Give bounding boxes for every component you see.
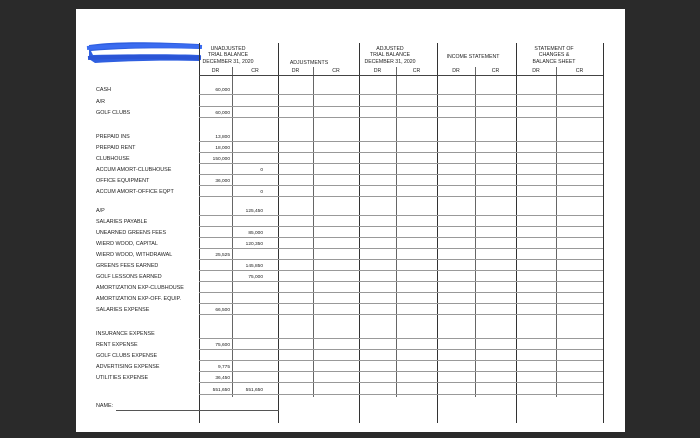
row-line: [199, 349, 603, 350]
account-label: CASH: [96, 87, 111, 93]
account-label: WIERD WOOD, CAPITAL: [96, 241, 158, 247]
account-label: GOLF LESSONS EARNED: [96, 274, 162, 280]
row-line: [199, 338, 603, 339]
unadjusted-dr-value: 18,000: [215, 146, 230, 151]
row-line: [199, 382, 603, 383]
dr-header: DR: [452, 68, 460, 74]
row-line: [199, 94, 603, 95]
dr-header: DR: [211, 68, 220, 74]
unadjusted-dr-value: 9,775: [217, 365, 230, 370]
account-label: PREPAID INS: [96, 134, 130, 140]
unadjusted-cr-value: 75,000: [248, 275, 263, 280]
row-line: [199, 270, 603, 271]
row-line: [199, 117, 603, 118]
account-label: ADVERTISING EXPENSE: [96, 364, 160, 370]
unadjusted-dr-value: 66,500: [215, 308, 230, 313]
unadjusted-dr-value: 13,800: [215, 135, 230, 140]
column-divider: [359, 43, 360, 423]
cr-header: CR: [575, 68, 584, 74]
unadjusted-cr-value: 0: [260, 190, 263, 195]
column-divider: [603, 43, 604, 423]
row-line: [199, 215, 603, 216]
header-adjustments: ADJUSTMENTS: [289, 60, 329, 66]
unadjusted-cr-value: 85,000: [248, 231, 263, 236]
unadjusted-dr-value: 25,525: [215, 253, 230, 258]
row-line: [199, 259, 603, 260]
unadjusted-cr-value: 0: [260, 168, 263, 173]
account-label: GOLF CLUBS EXPENSE: [96, 353, 158, 359]
name-line: [116, 410, 279, 411]
unadjusted-dr-value: 36,000: [215, 179, 230, 184]
cr-header: CR: [491, 68, 500, 74]
unadjusted-dr-value: 36,450: [215, 376, 230, 381]
header-unadjusted: UNADJUSTED TRIAL BALANCE DECEMBER 31, 2020: [202, 46, 254, 65]
worksheet-page: [76, 9, 625, 432]
account-label: GOLF CLUBS: [96, 110, 131, 116]
header-adjusted: ADJUSTED TRIAL BALANCE DECEMBER 31, 2020: [364, 46, 416, 65]
unadjusted-dr-value: 150,000: [212, 157, 230, 162]
unadjusted-dr-value: 60,000: [215, 111, 230, 116]
cr-header: CR: [251, 68, 259, 74]
total-dr-value: 551,650: [212, 388, 230, 393]
unadjusted-dr-value: 75,600: [215, 343, 230, 348]
account-label: ACCUM AMORT-CLUBHOUSE: [96, 167, 172, 173]
column-divider: [437, 43, 438, 423]
account-label: WIERD WOOD, WITHDRAWAL: [96, 252, 173, 258]
row-line: [199, 106, 603, 107]
row-line: [199, 196, 603, 197]
account-label: A/P: [96, 208, 105, 214]
total-cr-value: 551,650: [245, 388, 263, 393]
row-line: [199, 303, 603, 304]
row-line: [199, 237, 603, 238]
account-label: ACCUM AMORT-OFFICE EQPT: [96, 189, 174, 195]
column-divider: [516, 43, 517, 423]
header-underline: [199, 75, 603, 76]
row-line: [199, 185, 603, 186]
unadjusted-cr-value: 125,450: [245, 209, 263, 214]
row-line: [199, 314, 603, 315]
cr-header: CR: [332, 68, 340, 74]
account-label: UTILITIES EXPENSE: [96, 375, 149, 381]
row-line: [199, 141, 603, 142]
row-line: [199, 371, 603, 372]
name-label: NAME:: [96, 403, 114, 409]
unadjusted-cr-value: 145,850: [245, 264, 263, 269]
account-label: GREENS FEES EARNED: [96, 263, 159, 269]
row-line: [199, 226, 603, 227]
account-label: OFFICE EQUIPMENT: [96, 178, 150, 184]
row-line: [199, 163, 603, 164]
row-line: [199, 292, 603, 293]
account-label: A/R: [96, 99, 105, 105]
account-label: RENT EXPENSE: [96, 342, 138, 348]
row-line: [199, 248, 603, 249]
header-income-statement: INCOME STATEMENT: [446, 54, 500, 60]
column-divider: [278, 43, 279, 423]
redaction-scribble: [85, 39, 203, 67]
dr-header: DR: [373, 68, 382, 74]
header-statement-of-changes: STATEMENT OF CHANGES & BALANCE SHEET: [532, 46, 576, 65]
row-line: [199, 152, 603, 153]
account-label: INSURANCE EXPENSE: [96, 331, 155, 337]
account-label: SALARIES EXPENSE: [96, 307, 150, 313]
unadjusted-dr-value: 60,000: [215, 88, 230, 93]
account-label: PREPAID RENT: [96, 145, 136, 151]
cr-header: CR: [412, 68, 421, 74]
account-label: CLUBHOUSE: [96, 156, 130, 162]
unadjusted-cr-value: 120,350: [245, 242, 263, 247]
account-label: AMORTIZATION EXP-OFF. EQUIP.: [96, 296, 182, 302]
account-label: UNEARNED GREENS FEES: [96, 230, 167, 236]
account-label: AMORTIZATION EXP-CLUBHOUSE: [96, 285, 184, 291]
row-line: [199, 394, 603, 395]
row-line: [199, 360, 603, 361]
dr-header: DR: [291, 68, 300, 74]
dr-header: DR: [532, 68, 540, 74]
account-label: SALARIES PAYABLE: [96, 219, 148, 225]
row-line: [199, 281, 603, 282]
row-line: [199, 174, 603, 175]
